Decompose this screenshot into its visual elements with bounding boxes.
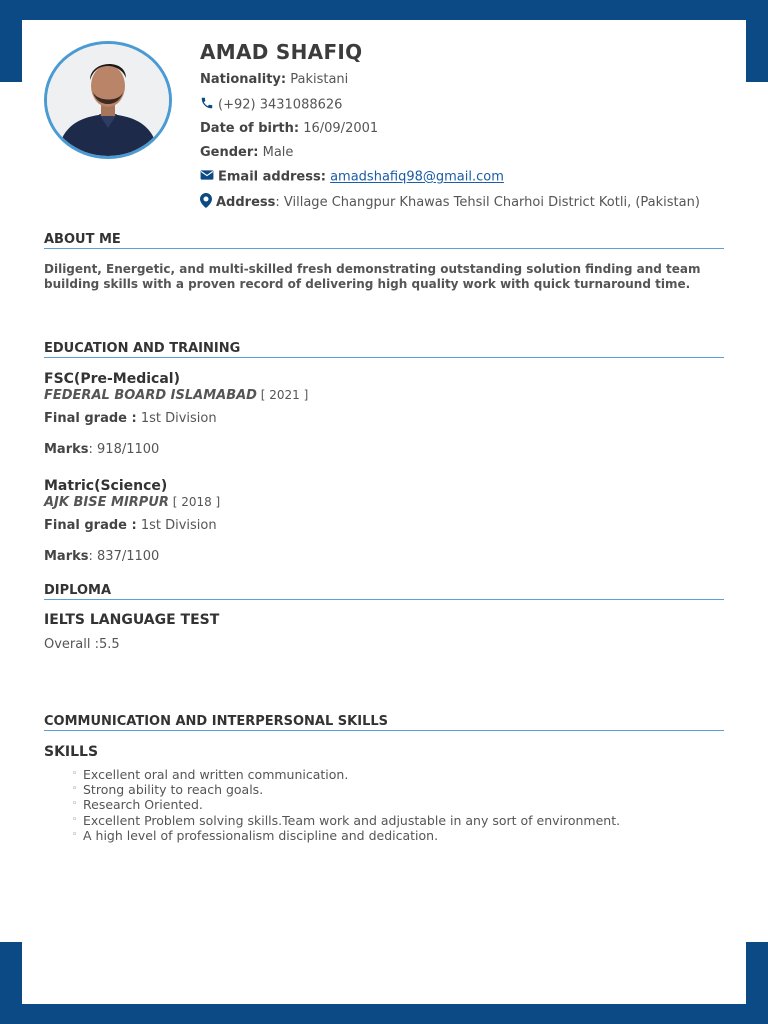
final-grade-label: Final grade : <box>44 518 137 533</box>
bullet-icon: ◦ <box>72 829 78 840</box>
phone-line <box>200 96 342 114</box>
nationality-label: Nationality: <box>200 72 287 87</box>
final-grade-value: 1st Division <box>136 411 217 426</box>
education-section-title: EDUCATION AND TRAINING <box>44 341 724 358</box>
about-section-title: ABOUT ME <box>44 232 724 249</box>
profile-photo <box>44 41 172 159</box>
about-text: Diligent, Energetic, and multi-skilled fresh demonstrating outstanding solution finding and team building skills with a proven record of delivering high quality work with quick turnaround time. <box>44 262 701 291</box>
skill-text: Excellent Problem solving skills.Team work and adjustable in any sort of environment. <box>83 812 621 828</box>
communication-section-title: COMMUNICATION AND INTERPERSONAL SKILLS <box>44 714 724 731</box>
marks-label: Marks <box>44 442 89 457</box>
dob-value: 16/09/2001 <box>303 121 379 136</box>
bullet-icon: ◦ <box>72 784 78 795</box>
envelope-icon <box>200 169 214 185</box>
person-name: AMAD SHAFIQ <box>200 40 363 64</box>
frame-top-bar <box>0 0 768 20</box>
list-item <box>72 828 620 843</box>
phone-icon <box>200 96 214 114</box>
marks-value: : 918/1100 <box>88 442 160 457</box>
skill-text: Excellent oral and written communication. <box>83 767 349 782</box>
skills-list <box>72 767 620 843</box>
marks-line <box>44 442 159 457</box>
bullet-icon: ◦ <box>72 799 78 810</box>
education-institution <box>44 388 308 403</box>
bullet-icon: ◦ <box>72 814 78 825</box>
email-line <box>200 169 504 185</box>
diploma-name: IELTS LANGUAGE TEST <box>44 612 220 628</box>
list-item <box>72 813 620 828</box>
institution-name: AJK BISE MIRPUR <box>44 495 169 510</box>
education-year: [ 2018 ] <box>168 495 221 509</box>
education-year: [ 2021 ] <box>256 388 309 402</box>
address-line <box>200 193 700 212</box>
frame-corner-bottom-right <box>746 942 768 1004</box>
address-label: Address <box>216 195 276 210</box>
email-label: Email address: <box>218 169 326 185</box>
skill-text: Research Oriented. <box>83 797 203 813</box>
nationality-value: Pakistani <box>290 72 349 87</box>
location-pin-icon <box>200 193 212 212</box>
list-item <box>72 782 620 797</box>
gender-value: Male <box>262 145 294 160</box>
gender-label: Gender: <box>200 145 259 160</box>
final-grade-value: 1st Division <box>136 518 217 533</box>
final-grade-label: Final grade : <box>44 411 137 426</box>
bullet-icon: ◦ <box>72 769 78 779</box>
list-item <box>72 797 620 812</box>
diploma-section-title: DIPLOMA <box>44 583 724 600</box>
email-link[interactable]: amadshafiq98@gmail.com <box>330 169 504 185</box>
education-degree: Matric(Science) <box>44 478 168 494</box>
education-degree: FSC(Pre-Medical) <box>44 371 180 387</box>
frame-corner-top-right <box>746 20 768 82</box>
marks-label: Marks <box>44 549 89 564</box>
final-grade-line <box>44 411 217 426</box>
skill-text: Strong ability to reach goals. <box>83 782 264 798</box>
nationality-line <box>200 72 348 87</box>
final-grade-line <box>44 518 217 533</box>
dob-line <box>200 121 378 136</box>
frame-corner-top-left <box>0 20 22 82</box>
marks-line <box>44 549 159 564</box>
institution-name: FEDERAL BOARD ISLAMABAD <box>44 388 257 403</box>
marks-value: : 837/1100 <box>88 549 160 564</box>
skill-text: A high level of professionalism discipline and dedication. <box>83 827 439 843</box>
gender-line <box>200 145 293 160</box>
frame-corner-bottom-left <box>0 942 22 1004</box>
address-value: : Village Changpur Khawas Tehsil Charhoi District Kotli, (Pakistan) <box>275 195 700 210</box>
phone-value: (+92) 3431088626 <box>218 97 343 113</box>
dob-label: Date of birth: <box>200 121 300 136</box>
list-item <box>72 767 620 782</box>
skills-title: SKILLS <box>44 744 99 760</box>
diploma-score: Overall :5.5 <box>44 637 120 652</box>
education-institution <box>44 495 220 510</box>
frame-bottom-bar <box>0 1004 768 1024</box>
